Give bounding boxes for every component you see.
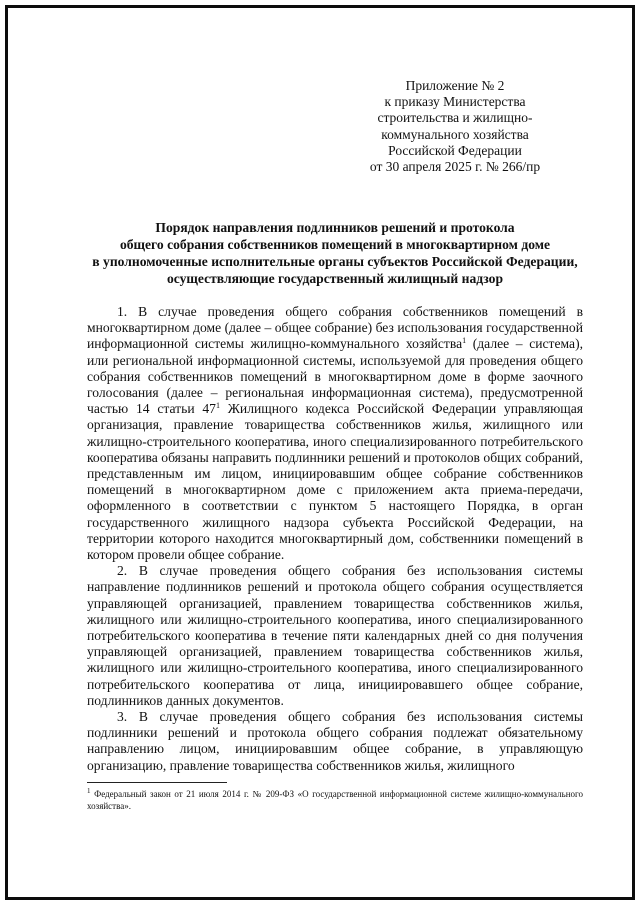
title-line: общего собрания собственников помещений в многоквартирном доме [119, 237, 551, 252]
paragraph-2: 2. В случае проведения общего собрания без использования системы направление подлинников решений и протокола общего собрания осуществляется управляющей организацией, правлением товарищества собственников жилья, жилищного или жилищно-строительного кооператива, иного специализированного потребительского кооператива в течение пяти календарных дней со дня получения управляющей организацией, правлением товарищества собственников жилья, жилищного или жилищно-строительного кооператива, иного специализированного потребительского кооператива от лица, инициировавшего общее собрание, подлинников данных документов. [87, 563, 583, 708]
document-body [87, 304, 583, 774]
paragraph-1-part-c: Жилищного кодекса Российской Федерации управляющая организация, правление товарищества собственников жилья, жилищного или жилищно-строительного кооператива, иного специализированного потребительского кооператива обязаны направить подлинники решений и протоколов общих собраний, представленным им лицом, инициировавшим общее собрание собственников помещений в многоквартирном доме с приложением акта приема-передачи, оформленного в соответствии с пунктом 5 настоящего Порядка, в орган государственного жилищного надзора субъекта Российской Федерации, на территории которого находится многоквартирный дом, собственники помещений в котором провели общее собрание. [87, 401, 583, 563]
appendix-line: от 30 апреля 2025 г. № 266/пр [369, 159, 541, 175]
appendix-header [345, 78, 565, 175]
appendix-line: Российской Федерации [388, 142, 522, 158]
footnote-marker: 1 [87, 787, 91, 795]
appendix-line: строительства и жилищно- [377, 110, 533, 126]
article-superscript: 1 [215, 401, 220, 411]
paragraph-3: 3. В случае проведения общего собрания без использования системы подлинники решений и протокола общего собрания подлежат обязательному направлению лицом, инициировавшим общее собрание, в управляющую организацию, правление товарищества собственников жилья, жилищного [87, 709, 583, 773]
footnote [87, 788, 583, 812]
title-line: Порядок направления подлинников решений и протокола [155, 220, 515, 235]
appendix-line: Приложение № 2 [405, 78, 505, 93]
footnote-reference: 1 [462, 336, 467, 346]
title-line: осуществляющие государственный жилищный надзор [166, 271, 504, 286]
footnote-text: Федеральный закон от 21 июля 2014 г. № 209-ФЗ «О государственной информационной системе жилищно-коммунального хозяйства». [87, 789, 583, 811]
paragraph-1-part-b: (далее – система), или региональной информационной системы, используемой для проведения общего собрания собственников помещений в многоквартирном доме в форме заочного голосования (далее – региональная информационная система), предусмотренной частью 14 статьи 47 [87, 336, 583, 417]
appendix-line: коммунального хозяйства [381, 126, 529, 142]
title-line: в уполномоченные исполнительные органы субъектов Российской Федерации, [92, 254, 578, 269]
footnote-separator [87, 782, 227, 783]
paragraph-1-part-a: 1. В случае проведения общего собрания собственников помещений в многоквартирном доме (далее – общее собрание) без использования государственной информационной системы жилищно-коммунального хозяйства [87, 304, 583, 352]
document-title [70, 219, 600, 287]
paragraph-1 [87, 304, 583, 563]
appendix-line: к приказу Министерства [384, 94, 526, 110]
